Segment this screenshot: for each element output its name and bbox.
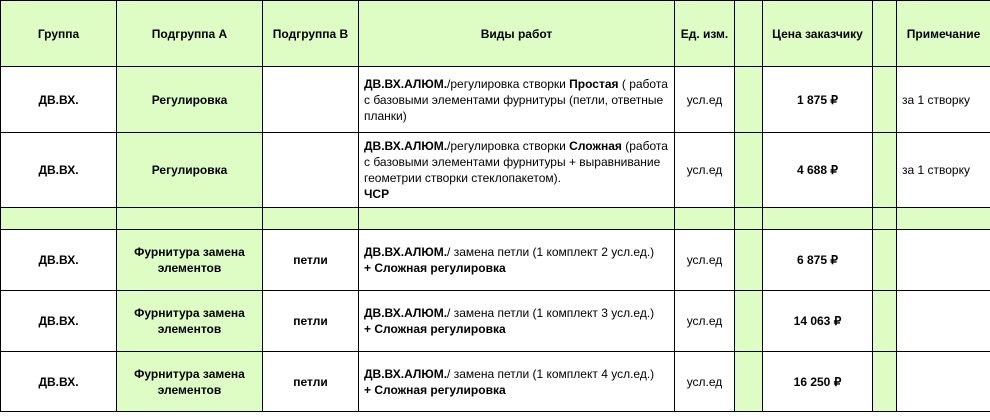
header-spacer-1 [735, 1, 763, 67]
header-unit: Ед. изм. [675, 1, 735, 67]
cell-price: 1 875 ₽ [763, 67, 873, 133]
cell-subgroup-a: Фурнитура замена элементов [117, 291, 263, 352]
cell-subgroup-a: Фурнитура замена элементов [117, 230, 263, 291]
cell-spacer-1 [735, 291, 763, 352]
cell-spacer-2 [873, 352, 897, 412]
work-rest: ( работа с базовыми элементами фурнитуры (петли, ответные планки) [364, 76, 668, 123]
cell-unit: усл.ед [675, 133, 735, 208]
cell-note [897, 291, 990, 352]
cell-price: 16 250 ₽ [763, 352, 873, 412]
cell-subgroup-b [263, 67, 359, 133]
table-row [1, 352, 990, 412]
cell-group: ДВ.ВХ. [1, 133, 117, 208]
cell-spacer-1 [735, 133, 763, 208]
cell-subgroup-b [263, 133, 359, 208]
cell-group: ДВ.ВХ. [1, 230, 117, 291]
header-subgroup-a: Подгруппа А [117, 1, 263, 67]
work-tail: + Сложная регулировка [364, 382, 506, 397]
work-desc: / замена петли (1 комплект 4 усл.ед.) [447, 366, 655, 381]
separator-row [1, 208, 990, 230]
header-row [1, 1, 990, 67]
cell-note [897, 230, 990, 291]
work-tail: + Сложная регулировка [364, 261, 506, 275]
cell-spacer-2 [873, 67, 897, 133]
cell-unit: усл.ед [675, 352, 735, 412]
header-spacer-2 [873, 1, 897, 67]
work-code: ДВ.ВХ.АЛЮМ. [364, 76, 448, 91]
header-note: Примечание [897, 1, 990, 67]
header-subgroup-b: Подгруппа В [263, 1, 359, 67]
header-price: Цена заказчику [763, 1, 873, 67]
header-work-types: Виды работ [359, 1, 675, 67]
cell-subgroup-b: петли [263, 352, 359, 412]
cell-group: ДВ.ВХ. [1, 291, 117, 352]
cell-subgroup-a: Регулировка [117, 67, 263, 133]
work-code: ДВ.ВХ.АЛЮМ. [364, 139, 448, 153]
cell-subgroup-a: Фурнитура замена элементов [117, 352, 263, 412]
cell-price: 4 688 ₽ [763, 133, 873, 208]
header-group: Группа [1, 1, 117, 67]
cell-spacer-1 [735, 352, 763, 412]
table-row [1, 67, 990, 133]
cell-subgroup-a: Регулировка [117, 133, 263, 208]
table-row [1, 291, 990, 352]
work-tail: + Сложная регулировка [364, 322, 506, 336]
work-desc: / замена петли (1 комплект 2 усл.ед.) [447, 245, 655, 259]
table-row [1, 230, 990, 291]
cell-unit: усл.ед [675, 67, 735, 133]
cell-spacer-2 [873, 133, 897, 208]
cell-note: за 1 створку [897, 67, 990, 133]
cell-work [359, 67, 675, 133]
work-code: ДВ.ВХ.АЛЮМ. [364, 366, 448, 381]
cell-subgroup-b: петли [263, 230, 359, 291]
cell-note [897, 352, 990, 412]
work-tail: ЧСР [364, 187, 390, 201]
table-row [1, 133, 990, 208]
cell-spacer-2 [873, 291, 897, 352]
cell-unit: усл.ед [675, 291, 735, 352]
work-desc: /регулировка створки [447, 139, 570, 153]
cell-group: ДВ.ВХ. [1, 67, 117, 133]
cell-work [359, 133, 675, 208]
cell-note: за 1 створку [897, 133, 990, 208]
cell-work [359, 352, 675, 412]
cell-spacer-2 [873, 230, 897, 291]
work-desc: / замена петли (1 комплект 3 усл.ед.) [447, 306, 655, 320]
cell-subgroup-b: петли [263, 291, 359, 352]
work-rest: (работа с базовыми элементами фурнитуры + выравнивание геометрии створки стеклопакетом). [364, 139, 668, 185]
cell-spacer-1 [735, 230, 763, 291]
cell-group: ДВ.ВХ. [1, 352, 117, 412]
cell-price: 14 063 ₽ [763, 291, 873, 352]
work-code: ДВ.ВХ.АЛЮМ. [364, 306, 448, 320]
work-emph: Простая [569, 76, 619, 91]
cell-unit: усл.ед [675, 230, 735, 291]
work-emph: Сложная [569, 139, 622, 153]
cell-spacer-1 [735, 67, 763, 133]
cell-price: 6 875 ₽ [763, 230, 873, 291]
work-code: ДВ.ВХ.АЛЮМ. [364, 245, 448, 259]
cell-work [359, 230, 675, 291]
work-desc: /регулировка створки [447, 76, 570, 91]
cell-work [359, 291, 675, 352]
